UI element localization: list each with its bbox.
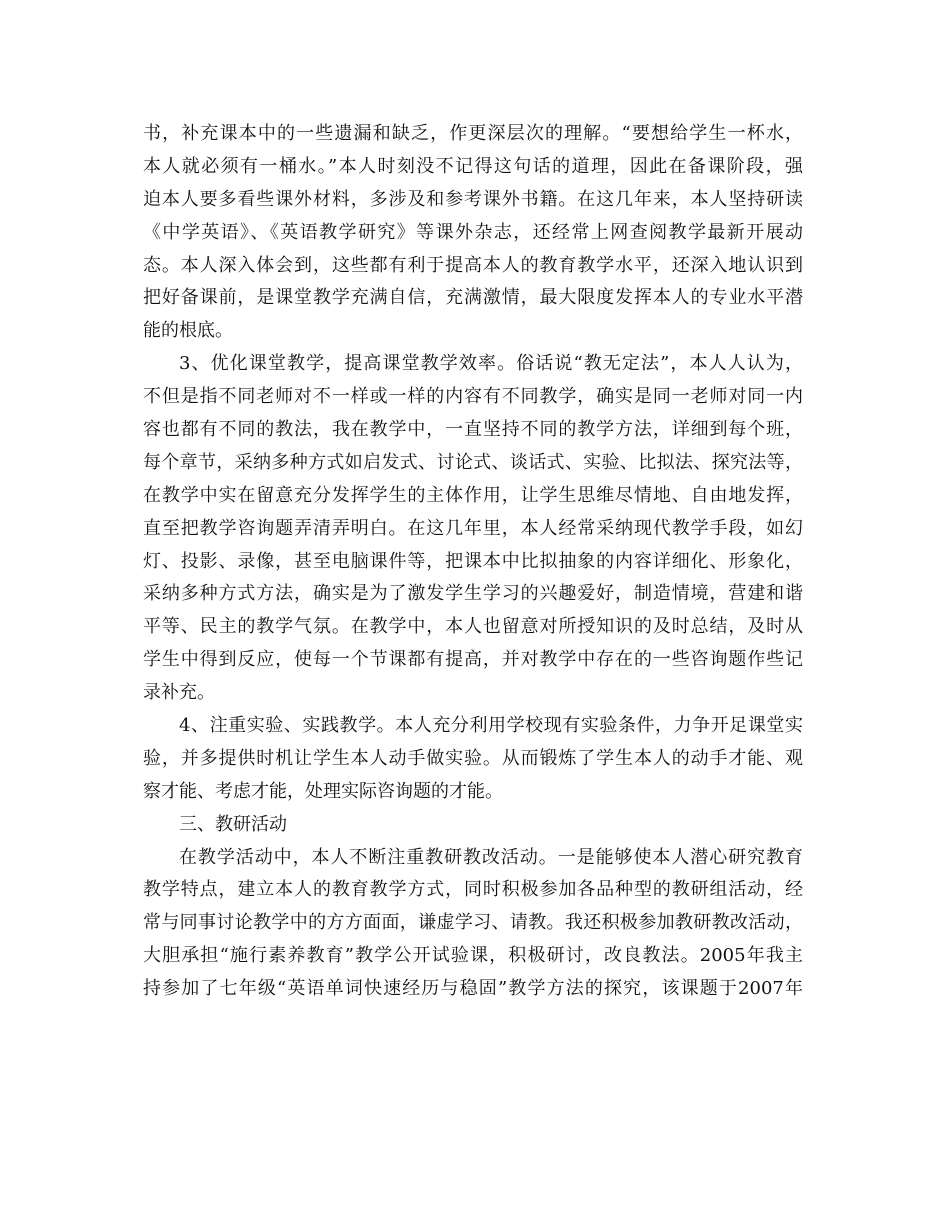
text-line: 迫本人要多看些课外材料，多涉及和参考课外书籍。在这几年来，本人坚持研读 (143, 188, 803, 210)
text-line: 在教学中实在留意充分发挥学生的主体作用，让学生思维尽情地、自由地发挥， (143, 484, 803, 506)
body-text (143, 118, 803, 1006)
text-line: 常与同事讨论教学中的方方面面，谦虚学习、请教。我还积极参加教研教改活动， (143, 912, 803, 934)
text-line: 录补充。 (143, 682, 215, 704)
text-line: 平等、民主的教学气氛。在教学中，本人也留意对所授知识的及时总结，及时从 (143, 616, 803, 638)
text-line: 察才能、考虑才能，处理实际咨询题的才能。 (143, 780, 503, 802)
text-line: 学生中得到反应，使每一个节课都有提高，并对教学中存在的一些咨询题作些记 (143, 649, 803, 671)
text-line: 采纳多种方式方法，确实是为了激发学生学习的兴趣爱好，制造情境，营建和谐 (143, 583, 803, 605)
text-line: 4、注重实验、实践教学。本人充分利用学校现有实验条件，力争开足课堂实 (179, 715, 803, 737)
text-line: 书，补充课本中的一些遗漏和缺乏，作更深层次的理解。“要想给学生一杯水， (143, 123, 803, 144)
text-line: 灯、投影、录像，甚至电脑课件等，把课本中比拟抽象的内容详细化、形象化， (143, 550, 803, 572)
text-line: 《中学英语》、《英语教学研究》等课外杂志，还经常上网查阅教学最新开展动 (143, 221, 803, 243)
text-line: 把好备课前，是课堂教学充满自信，充满激情，最大限度发挥本人的专业水平潜 (143, 287, 803, 309)
text-line: 教学特点，建立本人的教育教学方式，同时积极参加各品种型的教研组活动，经 (143, 879, 803, 901)
text-line: 容也都有不同的教法，我在教学中，一直坚持不同的教学方法，详细到每个班， (143, 419, 803, 441)
text-line: 3、优化课堂教学，提高课堂教学效率。俗话说“教无定法”，本人人认为， (179, 353, 803, 375)
text-line: 不但是指不同老师对不一样或一样的内容有不同教学，确实是同一老师对同一内 (143, 386, 803, 408)
text-line: 直至把教学咨询题弄清弄明白。在这几年里，本人经常采纳现代教学手段，如幻 (143, 517, 803, 539)
text-line: 持参加了七年级“英语单词快速经历与稳固”教学方法的探究，该课题于2007年 (143, 978, 803, 1000)
text-line: 本人就必须有一桶水。”本人时刻没不记得这句话的道理，因此在备课阶段，强 (143, 155, 803, 177)
text-line: 能的根底。 (143, 320, 233, 342)
text-line: 验，并多提供时机让学生本人动手做实验。从而锻炼了学生本人的动手才能、观 (143, 747, 803, 769)
text-line: 态。本人深入体会到，这些都有利于提高本人的教育教学水平，还深入地认识到 (143, 254, 803, 276)
text-line: 大胆承担“施行素养教育”教学公开试验课，积极研讨，改良教法。2005年我主 (143, 945, 803, 967)
text-line: 每个章节，采纳多种方式如启发式、讨论式、谈话式、实验、比拟法、探究法等， (143, 451, 803, 473)
section-heading: 三、教研活动 (179, 813, 287, 835)
text-line: 在教学活动中，本人不断注重教研教改活动。一是能够使本人潜心研究教育 (179, 846, 803, 868)
